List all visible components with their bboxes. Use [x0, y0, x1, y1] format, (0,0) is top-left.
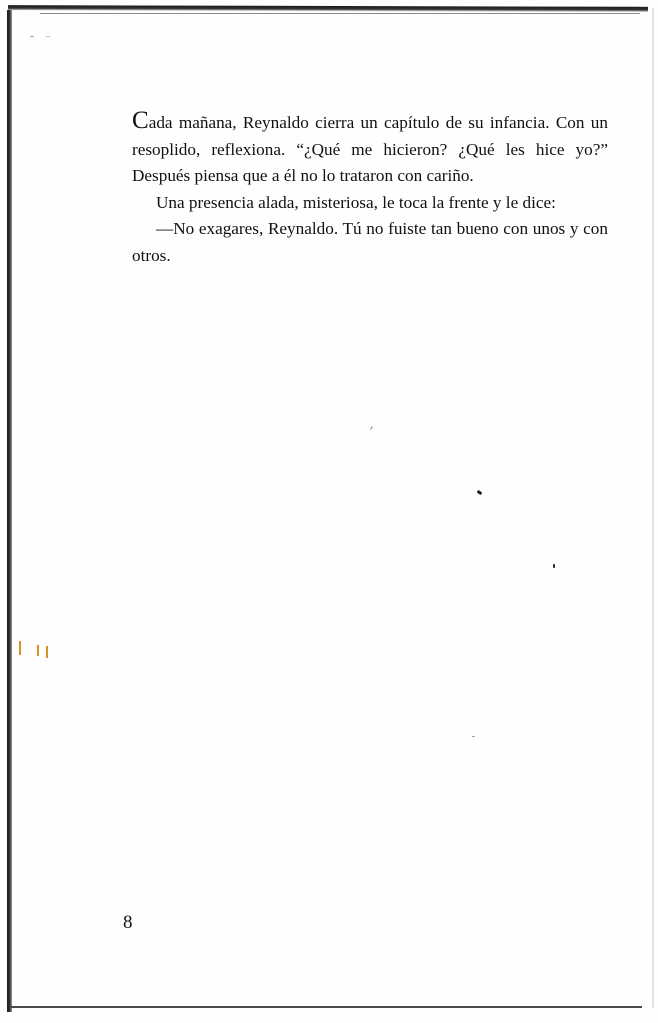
margin-mark	[46, 646, 48, 658]
scan-speck	[46, 36, 50, 37]
scan-speck	[30, 36, 34, 37]
margin-mark	[19, 641, 21, 655]
paragraph-1-text: ada mañana, Reynaldo cierra un capítulo de su infancia. Con un resoplido, reflexiona. “¿Qué me hicieron? ¿Qué les hice yo?” Después piensa que a él no lo trataron con cariño.	[132, 113, 608, 185]
initial-letter: C	[132, 107, 149, 134]
paragraph-3: —No exagares, Reynaldo. Tú no fuiste tan bueno con unos y con otros.	[132, 219, 608, 265]
body-text	[132, 107, 608, 269]
scan-speck	[472, 736, 475, 737]
page-top-edge	[8, 5, 648, 12]
page-number: 8	[123, 912, 133, 933]
paragraph-2: Una presencia alada, misteriosa, le toca la frente y le dice:	[156, 192, 556, 212]
paragraph-1	[132, 107, 608, 190]
scan-speck	[477, 490, 483, 495]
page-top-edge-line	[40, 13, 640, 14]
page-bottom-edge	[10, 1006, 642, 1008]
page-left-edge	[7, 10, 12, 1012]
scan-speck	[370, 426, 373, 430]
margin-mark	[37, 645, 39, 656]
scan-speck	[553, 564, 555, 568]
page-right-edge	[652, 8, 654, 1008]
